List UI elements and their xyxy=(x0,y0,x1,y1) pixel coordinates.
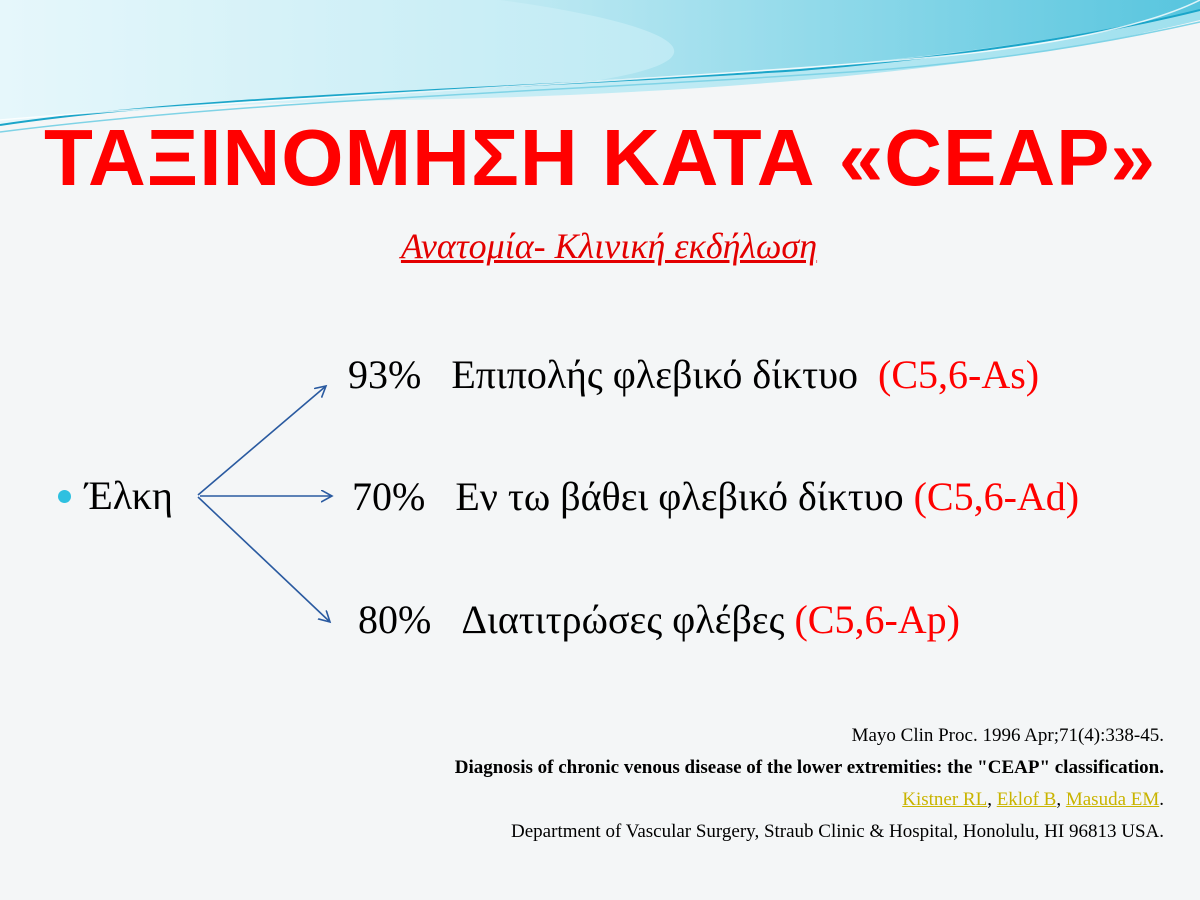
row-code: (C5,6-As) xyxy=(878,352,1040,397)
category-row-superficial xyxy=(348,351,1039,399)
reference-authors: Kistner RL, Eklof B, Masuda EM. xyxy=(902,789,1164,810)
row-percent: 93% xyxy=(348,352,422,397)
row-code: (C5,6-Ad) xyxy=(913,474,1080,519)
category-row-perforator xyxy=(358,596,960,644)
reference-journal: Mayo Clin Proc. 1996 Apr;71(4):338-45. xyxy=(851,725,1164,746)
arrow-up-right xyxy=(198,386,326,495)
reference-block xyxy=(455,720,1164,848)
category-row-deep xyxy=(352,473,1079,521)
author-link[interactable]: Eklof B xyxy=(996,789,1057,810)
row-percent: 70% xyxy=(352,474,426,519)
row-percent: 80% xyxy=(358,597,432,642)
author-link[interactable]: Kistner RL xyxy=(902,789,988,810)
bullet-label: Έλκη xyxy=(85,473,173,518)
reference-affiliation: Department of Vascular Surgery, Straub Clinic & Hospital, Honolulu, HI 96813 USA. xyxy=(511,821,1164,842)
reference-article-title: Diagnosis of chronic venous disease of the lower extremities: the "CEAP" classification. xyxy=(454,757,1164,778)
row-text: Διατιτρώσες φλέβες xyxy=(461,597,785,642)
row-code: (C5,6-Ap) xyxy=(794,597,960,642)
row-text: Επιπολής φλεβικό δίκτυο xyxy=(451,352,859,397)
row-text: Εν τω βάθει φλεβικό δίκτυο xyxy=(455,474,904,519)
slide-subtitle: Ανατομία- Κλινική εκδήλωση xyxy=(400,226,818,266)
slide-title: ΤΑΞΙΝΟΜΗΣΗ ΚΑΤΑ «CEAP» xyxy=(44,113,1156,202)
arrow-down-right xyxy=(198,497,330,622)
author-link[interactable]: Masuda EM xyxy=(1065,789,1160,810)
